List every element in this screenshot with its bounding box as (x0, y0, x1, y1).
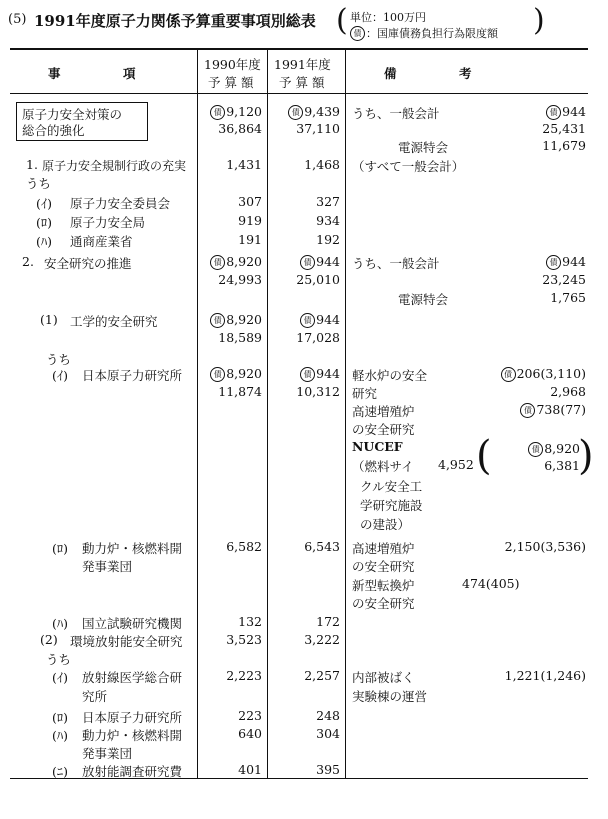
row-number: 2. (22, 254, 34, 269)
header-1991-budget: 予 算 額 (279, 75, 325, 90)
amount-1990-bond: 債 8,920 (198, 366, 262, 382)
bond-limit-icon: 債 (546, 105, 561, 120)
row-label: 原子力安全委員会 (70, 196, 171, 211)
amount-1991: 192 (316, 232, 340, 247)
bond-limit-icon: 債 (300, 367, 315, 382)
remark-text: 軽水炉の安全 (352, 368, 428, 383)
header-remarks: 備 考 (384, 66, 472, 81)
remark-value: 23,245 (542, 272, 586, 287)
row-label: 原子力安全対策の (22, 107, 123, 122)
row-label: 放射線医学総合研 (82, 670, 183, 685)
row-label: 放射能調査研究費 (82, 764, 183, 779)
amount-1991: 10,312 (296, 384, 340, 399)
amount-1991: 17,028 (296, 330, 340, 345)
remark-text: 高速増殖炉 (352, 541, 415, 556)
row-number: (ｲ) (36, 196, 53, 211)
row-label: 究所 (82, 689, 108, 704)
row-number: (2) (40, 632, 58, 647)
row-label: 安全研究の推進 (44, 256, 132, 271)
row-number: (ﾛ) (52, 710, 69, 725)
remark-text: うち、一般会計 (352, 256, 440, 271)
row-number: (ﾊ) (36, 234, 53, 249)
col-divider-3 (345, 48, 346, 778)
amount-1990-bond: 債 9,120 (198, 104, 262, 120)
row-number: (ﾛ) (52, 541, 69, 556)
remark-text: の建設） (360, 517, 411, 532)
remark-value: 4,952 (438, 457, 474, 472)
remark-text: 内部被ばく (352, 670, 415, 685)
row-number: (ﾛ) (36, 215, 53, 230)
amount-1990: 401 (238, 762, 262, 777)
amount-1990: 36,864 (218, 121, 262, 136)
bond-limit-icon: 債 (210, 313, 225, 328)
table-top-rule (10, 48, 588, 50)
units-line2 (350, 25, 498, 41)
row-number: (ﾆ) (52, 764, 69, 779)
units-line1: 単位：100万円 (350, 11, 426, 24)
amount-1991: 1,468 (304, 157, 340, 172)
remark-text: （すべて一般会計） (352, 159, 465, 174)
row-label: 原子力安全局 (70, 215, 146, 230)
remark-value: 債 206(3,110) (460, 366, 586, 382)
units-right-paren: ) (533, 3, 545, 38)
remark-value-bond: 債 8,920 (488, 441, 580, 457)
remark-text: 電源特会 (398, 292, 449, 307)
amount-1991: 2,257 (304, 668, 340, 683)
amount-1990: 24,993 (218, 272, 262, 287)
remark-text: 電源特会 (398, 140, 449, 155)
remark-value: 債 944 (480, 254, 586, 270)
remark-value: 25,431 (542, 121, 586, 136)
amount-1990: 132 (238, 614, 262, 629)
amount-1990-bond: 債 8,920 (198, 254, 262, 270)
page-title: 1991年度原子力関係予算重要事項別総表 (34, 12, 316, 30)
row-label: 総合的強化 (22, 123, 85, 138)
amount-1990: 919 (238, 213, 262, 228)
amount-1991-bond: 債 944 (268, 366, 340, 382)
remark-value: 1,765 (550, 290, 586, 305)
row-label: 国立試験研究機関 (82, 616, 183, 631)
row-number: (1) (40, 312, 58, 327)
remark-value: 2,968 (550, 384, 586, 399)
remark-text: クル安全工 (360, 479, 423, 494)
units-line2-text: ：国庫債務負担行為限度額 (366, 27, 498, 40)
row-number: (ｲ) (52, 670, 69, 685)
remark-value: 11,679 (542, 138, 586, 153)
section-number: (5) (8, 12, 27, 27)
remark-text: 新型転換炉 (352, 578, 415, 593)
remark-value: 6,381 (544, 458, 580, 473)
remark-text: 高速増殖炉 (352, 404, 415, 419)
header-item: 事 項 (48, 66, 136, 81)
amount-1990: 3,523 (226, 632, 262, 647)
remark-value: 2,150(3,536) (504, 539, 586, 554)
row-number: (ﾊ) (52, 728, 69, 743)
remark-text: 実験棟の運営 (352, 689, 428, 704)
amount-1991: 304 (316, 726, 340, 741)
row-label: 日本原子力研究所 (82, 710, 183, 725)
amount-1990: 307 (238, 194, 262, 209)
amount-1991: 3,222 (304, 632, 340, 647)
bond-limit-icon: 債 (546, 255, 561, 270)
amount-1991: 172 (316, 614, 340, 629)
bond-limit-icon: 債 (300, 313, 315, 328)
amount-1991: 395 (316, 762, 340, 777)
bond-limit-icon: 債 (210, 105, 225, 120)
row-label: 発事業団 (82, 746, 133, 761)
amount-1990: 223 (238, 708, 262, 723)
amount-1990: 2,223 (226, 668, 262, 683)
bond-limit-icon: 債 (210, 367, 225, 382)
row-number: 1. (26, 157, 38, 172)
bond-limit-icon: 債 (501, 367, 516, 382)
remark-value: 債 738(77) (460, 402, 586, 418)
row-label: 原子力安全規制行政の充実 (42, 159, 187, 173)
header-bottom-rule (10, 93, 588, 94)
row-label: 動力炉・核燃料開 (82, 728, 183, 743)
amount-1991-bond: 債 9,439 (268, 104, 340, 120)
bond-limit-icon: 債 (520, 403, 535, 418)
remark-value: 474(405) (462, 576, 520, 591)
amount-1990: 6,582 (226, 539, 262, 554)
bond-limit-icon: 債 (528, 442, 543, 457)
remark-text: の安全研究 (352, 596, 415, 611)
bond-limit-icon: 債 (300, 255, 315, 270)
remark-text: NUCEF (352, 439, 403, 454)
row-label: 発事業団 (82, 559, 133, 574)
bracket-left: ( (476, 433, 492, 479)
remark-text: うち、一般会計 (352, 106, 440, 121)
remark-text: 研究 (352, 386, 378, 401)
row-label: 日本原子力研究所 (82, 368, 183, 383)
amount-1990: 191 (238, 232, 262, 247)
row-label: 通商産業省 (70, 234, 133, 249)
uchi-label: うち (46, 352, 72, 367)
amount-1990: 640 (238, 726, 262, 741)
amount-1990: 1,431 (226, 157, 262, 172)
remark-value: 債 944 (480, 104, 586, 120)
bond-limit-icon: 債 (288, 105, 303, 120)
units-left-paren: ( (336, 3, 348, 38)
remark-text: 学研究施設 (360, 498, 423, 513)
header-1991-year: 1991年度 (274, 57, 331, 72)
amount-1991: 327 (316, 194, 340, 209)
amount-1991: 248 (316, 708, 340, 723)
amount-1991-bond: 債 944 (268, 312, 340, 328)
header-1990-budget: 予 算 額 (208, 75, 254, 90)
row-label: 環境放射能安全研究 (70, 634, 183, 649)
remark-text: （燃料サイ (352, 459, 414, 474)
uchi-label: うち (26, 176, 52, 191)
amount-1991: 934 (316, 213, 340, 228)
amount-1990-bond: 債 8,920 (198, 312, 262, 328)
row-label: 工学的安全研究 (70, 314, 158, 329)
amount-1991-bond: 債 944 (268, 254, 340, 270)
amount-1990: 18,589 (218, 330, 262, 345)
row-number: (ｲ) (52, 368, 69, 383)
remark-text: の安全研究 (352, 559, 415, 574)
bond-limit-icon: 債 (350, 26, 365, 41)
amount-1991: 25,010 (296, 272, 340, 287)
row-label: 動力炉・核燃料開 (82, 541, 183, 556)
amount-1991: 37,110 (296, 121, 340, 136)
amount-1990: 11,874 (218, 384, 262, 399)
row-number: (ﾊ) (52, 616, 69, 631)
remark-value: 1,221(1,246) (504, 668, 586, 683)
remark-text: の安全研究 (352, 422, 415, 437)
amount-1991: 6,543 (304, 539, 340, 554)
bond-limit-icon: 債 (210, 255, 225, 270)
bracket-right: ) (578, 433, 594, 479)
header-1990-year: 1990年度 (204, 57, 261, 72)
uchi-label: うち (46, 652, 72, 667)
